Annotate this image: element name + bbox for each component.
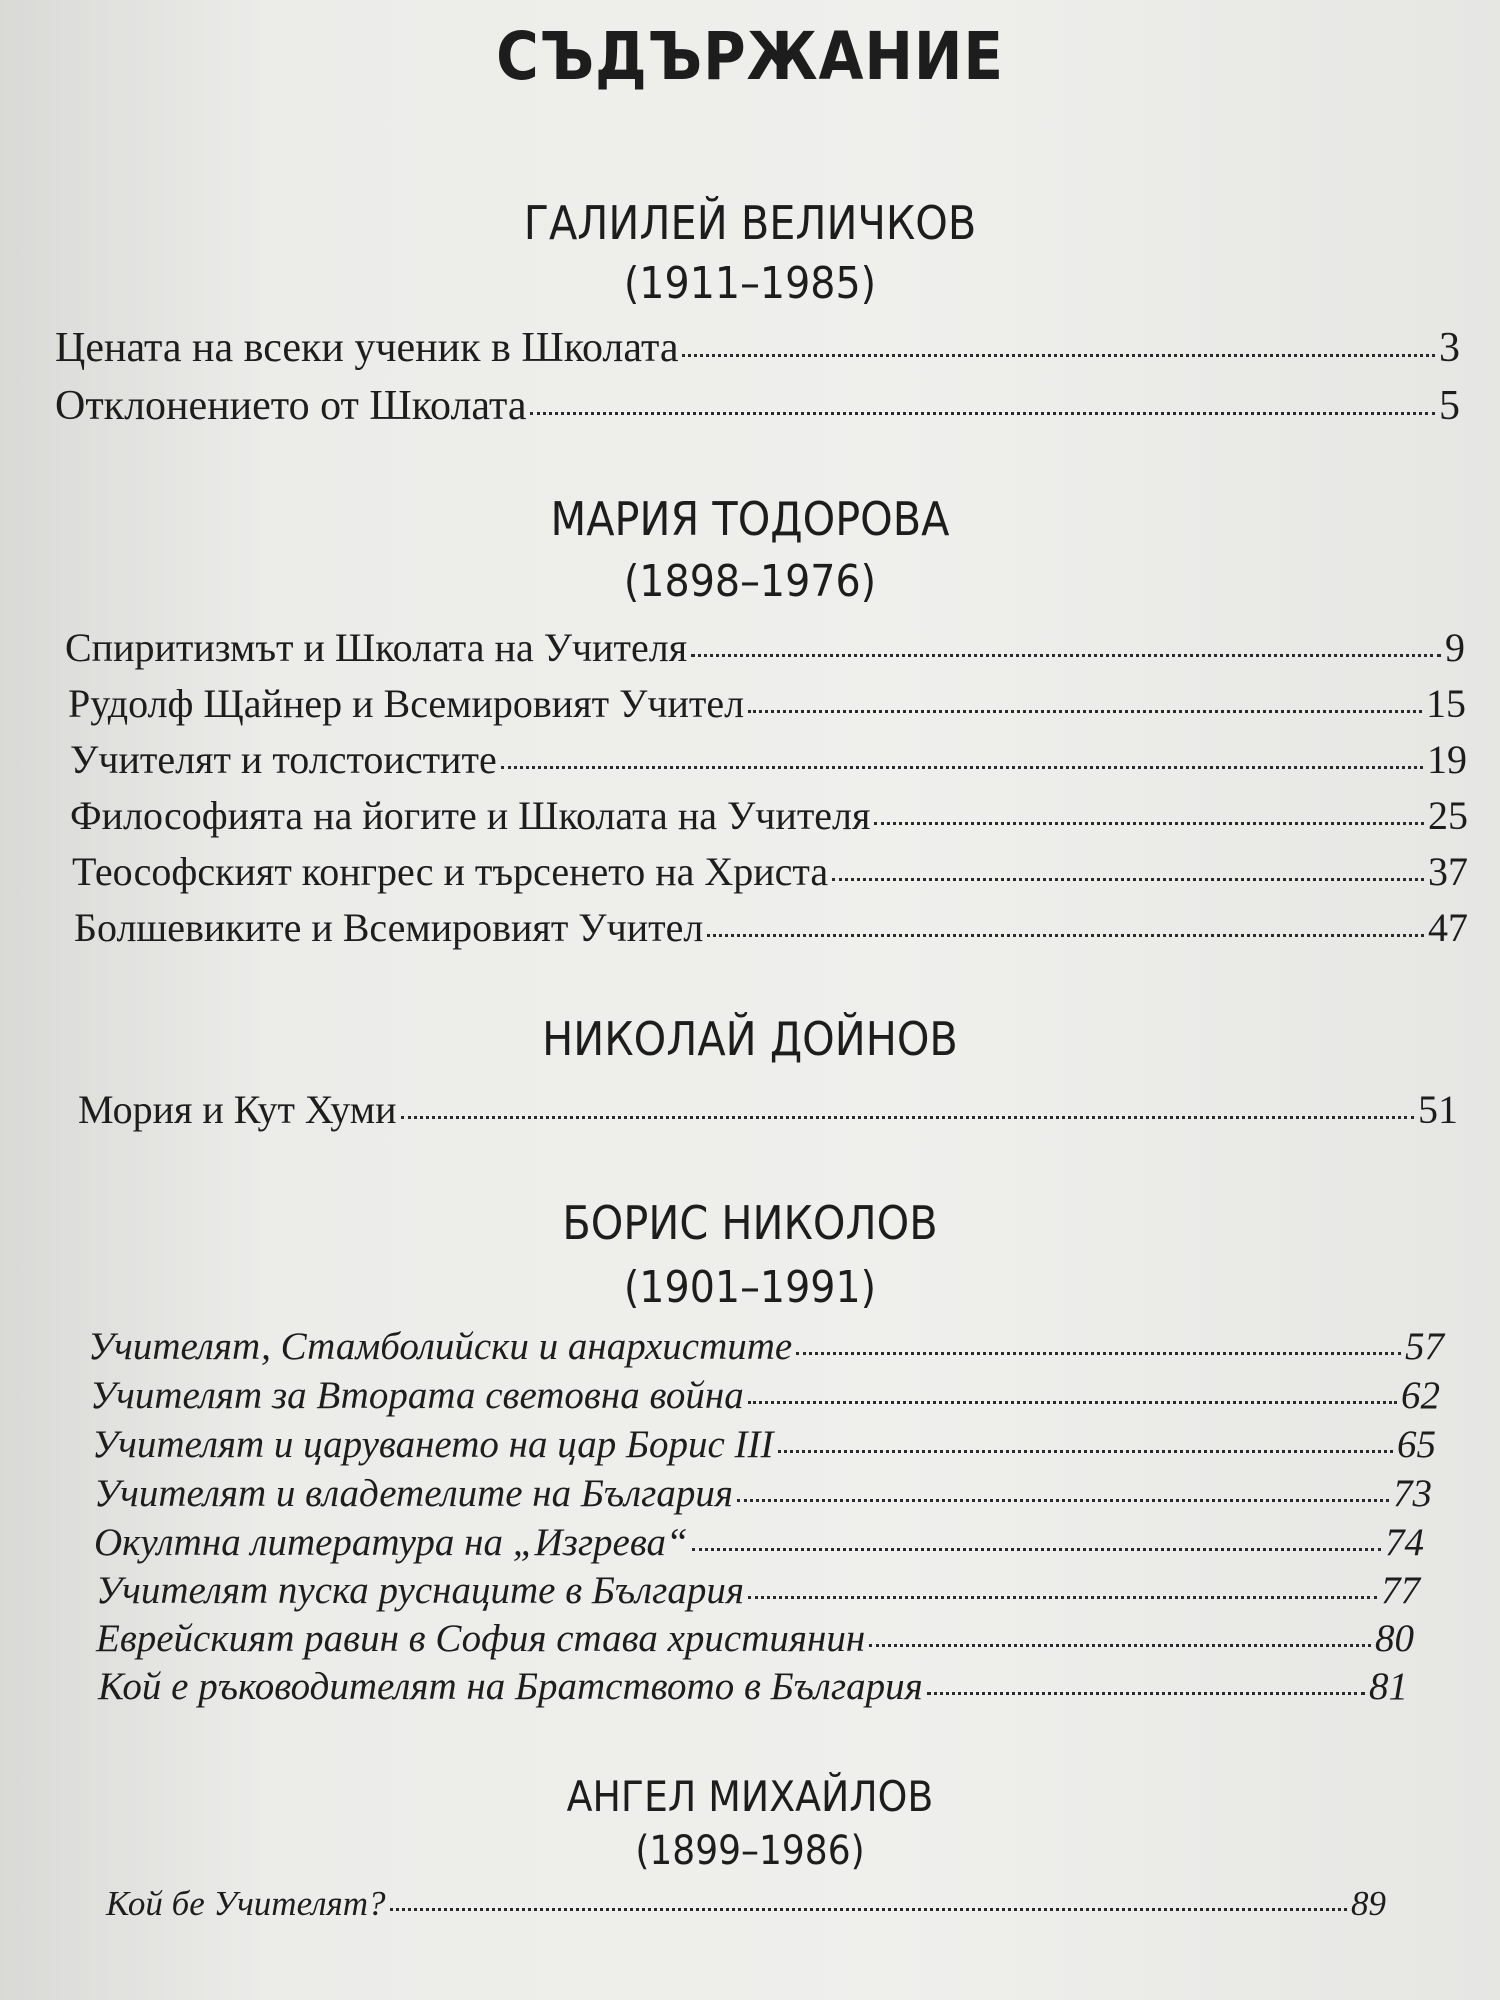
toc-entry-page: 25 [1428,793,1468,838]
toc-entry[interactable] [90,1373,1440,1418]
author-heading: ГАЛИЛЕЙ ВЕЛИЧКОВ [523,196,977,250]
toc-dot-leader [737,1499,1389,1502]
toc-entry-title: Учителят пуска руснаците в България [96,1569,744,1612]
toc-entry[interactable] [88,1324,1444,1369]
author-years: (1898–1976) [623,556,877,607]
toc-entry[interactable] [65,624,1465,671]
toc-dot-leader [927,1692,1365,1695]
toc-dot-leader [748,1401,1397,1404]
author-years: (1901–1991) [623,1262,877,1313]
toc-entry[interactable] [98,1664,1408,1709]
toc-entry[interactable] [74,904,1468,951]
author-years: (1911–1985) [623,258,877,309]
toc-dot-leader [796,1352,1401,1355]
toc-entry[interactable] [70,736,1467,783]
toc-entry-page: 74 [1385,1521,1424,1564]
toc-entry-page: 81 [1369,1665,1408,1708]
toc-entry[interactable] [92,1422,1436,1467]
author-heading: АНГЕЛ МИХАЙЛОВ [566,1772,934,1821]
toc-entry-title: Спиритизмът и Школата на Учителя [65,625,688,670]
toc-entry-title: Учителят за Втората световна война [90,1374,744,1417]
toc-dot-leader [501,766,1423,769]
toc-entry[interactable] [96,1568,1420,1613]
toc-entry[interactable] [55,382,1460,430]
toc-entry-page: 65 [1397,1423,1436,1466]
toc-entry-title: Мория и Кут Хуми [78,1087,397,1132]
toc-entry-page: 3 [1439,325,1460,371]
toc-entry-title: Цената на всеки ученик в Школата [55,325,679,371]
toc-dot-leader [707,934,1424,937]
toc-entry-page: 5 [1439,383,1460,429]
toc-entry[interactable] [72,848,1468,895]
toc-entry-page: 9 [1445,625,1465,670]
toc-entry-page: 47 [1428,905,1468,950]
toc-entry-page: 19 [1427,737,1467,782]
toc-dot-leader [682,354,1435,357]
toc-entry-title: Отклонението от Школата [55,383,527,429]
toc-entry-page: 57 [1405,1325,1444,1368]
toc-entry-title: Философията на йогите и Школата на Учителя [70,793,871,838]
toc-entry[interactable] [96,1616,1414,1661]
author-heading: МАРИЯ ТОДОРОВА [550,492,950,546]
toc-entry-page: 51 [1418,1087,1458,1132]
toc-dot-leader [748,710,1422,713]
toc-entry-page: 62 [1401,1374,1440,1417]
toc-dot-leader [401,1116,1415,1119]
toc-entry-title: Учителят, Стамболийски и анархистите [88,1325,793,1368]
toc-entry[interactable] [70,792,1468,839]
toc-entry-title: Теософският конгрес и търсенето на Христа [72,849,829,894]
toc-entry-title: Окултна литература на „Изгрева“ [94,1521,688,1564]
author-years: (1899–1986) [635,1828,865,1874]
author-heading: НИКОЛАЙ ДОЙНОВ [542,1012,958,1066]
toc-dot-leader [691,654,1441,657]
toc-entry-title: Учителят и владетелите на България [94,1472,733,1515]
toc-entry-title: Кой е ръководителят на Братството в България [98,1665,923,1708]
toc-entry-title: Еврейският равин в София става християнин [96,1617,866,1660]
toc-entry[interactable] [78,1086,1458,1133]
toc-entry[interactable] [55,324,1460,372]
toc-entry-title: Учителят и толстоистите [70,737,497,782]
toc-entry-page: 77 [1381,1569,1420,1612]
toc-dot-leader [692,1548,1381,1551]
toc-entry-page: 80 [1375,1617,1414,1660]
toc-entry-title: Учителят и царуването на цар Борис III [92,1423,774,1466]
toc-entry-title: Рудолф Щайнер и Всемировият Учител [68,681,745,726]
toc-dot-leader [874,822,1424,825]
author-heading: БОРИС НИКОЛОВ [562,1196,938,1250]
toc-dot-leader [748,1596,1377,1599]
toc-entry[interactable] [106,1884,1386,1924]
toc-entry-page: 15 [1426,681,1466,726]
toc-entry[interactable] [94,1471,1432,1516]
toc-entry-title: Кой бе Учителят? [106,1884,386,1923]
toc-entry[interactable] [94,1520,1424,1565]
toc-dot-leader [778,1450,1394,1453]
toc-entry-page: 37 [1428,849,1468,894]
toc-dot-leader [869,1644,1371,1647]
toc-dot-leader [530,412,1435,415]
toc-entry[interactable] [68,680,1466,727]
toc-entry-page: 89 [1351,1884,1386,1923]
toc-dot-leader [832,878,1424,881]
page-title: СЪДЪРЖАНИЕ [496,18,1004,95]
toc-entry-title: Болшевиките и Всемировият Учител [74,905,704,950]
toc-entry-page: 73 [1393,1472,1432,1515]
toc-dot-leader [390,1908,1347,1911]
